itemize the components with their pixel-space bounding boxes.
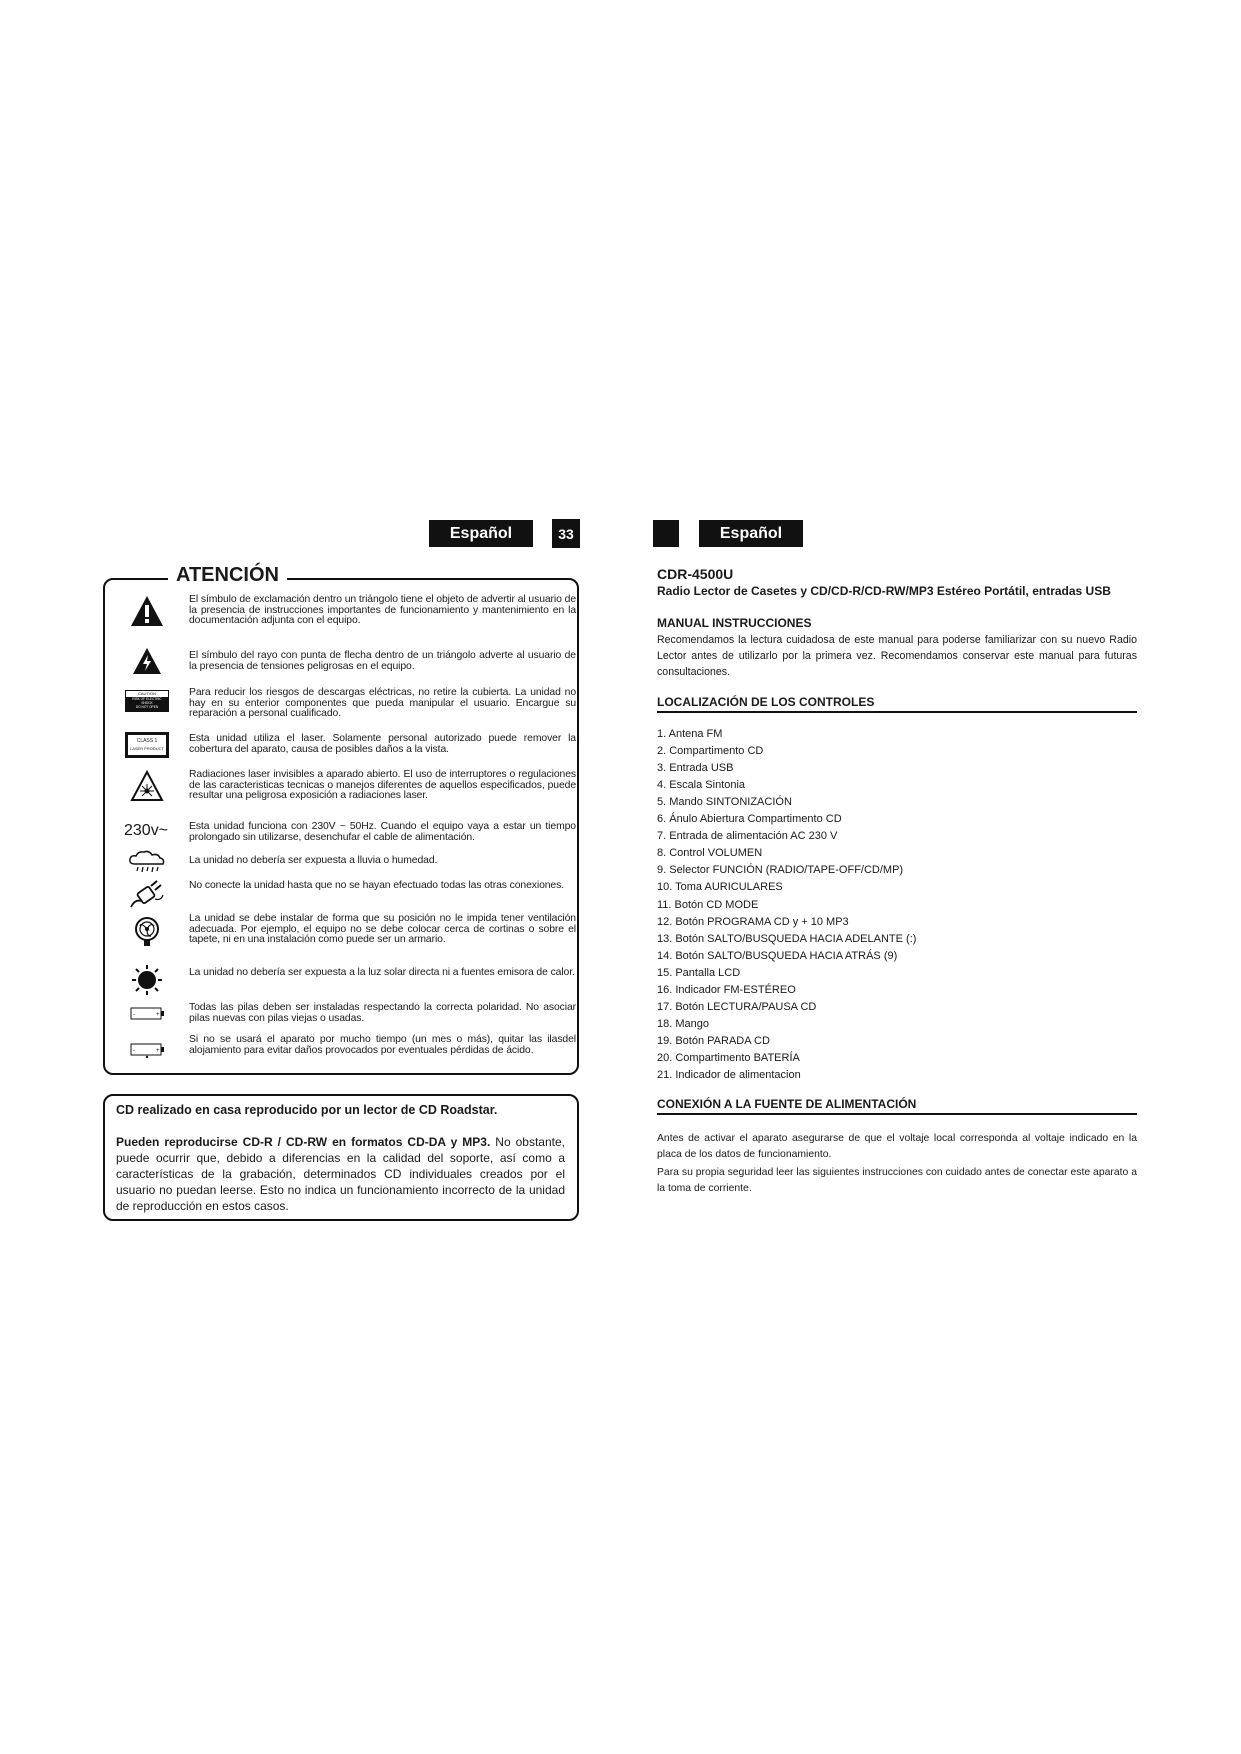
class1-label-line: CLASS 1	[136, 738, 158, 744]
plug-icon	[118, 877, 176, 909]
atencion-item	[118, 688, 576, 722]
control-list-item: 17. Botón LECTURA/PAUSA CD	[657, 1000, 817, 1013]
caution-label-line: DO NOT OPEN	[135, 705, 159, 710]
control-list-item: 10. Toma AURICULARES	[657, 881, 783, 894]
atencion-text: El símbulo de exclamación dentro un triángolo tiene el objeto de advertir al usuario de la presencia de instrucciones importantes de funcionamiento y mantenimiento en la documentación adjunta con el equipo.	[189, 594, 576, 627]
page-number	[552, 519, 580, 548]
ventilation-fan-icon	[118, 916, 176, 948]
atencion-item	[118, 595, 576, 641]
atencion-text: No conecte la unidad hasta que no se hayan efectuado todas las otras conexiones.	[189, 880, 564, 891]
atencion-text: Para reducir los riesgos de descargas eléctricas, no retire la cubierta. La unidad no hay en su enterior componentes que pueda manipular el usuario. Encargue su reparación a personal cualificado.	[189, 687, 576, 720]
exclamation-triangle-icon	[118, 595, 176, 627]
svg-text:+: +	[156, 1048, 160, 1054]
atencion-text: Radiaciones laser invisibles a aparado abierto. El uso de interruptores o regulaciones de las caracteristicas tecnicas o manejos diferentes de aquellos especificados, puede resultar una peligrosa exposición a radiaciones laser.	[189, 769, 576, 802]
model-number: CDR-4500U	[657, 566, 734, 582]
caution-label-icon	[118, 690, 176, 712]
control-list-item: 15. Pantalla LCD	[657, 966, 741, 979]
cd-box-body: No obstante, puede ocurrir que, debido a diferencias en la calidad del soporte, así como a características de la grabación, determinados CD individuales creados por el usuario no puedan leerse. Esto no indica un funcionamiento incorrecto de la unidad de reproducción en estos casos.	[116, 1135, 565, 1213]
control-list-item: 11. Botón CD MODE	[657, 898, 759, 911]
control-list-item: 1. Antena FM	[657, 728, 723, 740]
language-tab-label: Español	[449, 524, 513, 542]
control-list-item: 7. Entrada de alimentación AC 230 V	[657, 830, 838, 843]
cd-box-bold-lead: Pueden reproducirse CD-R / CD-RW en formatos CD-DA y MP3.	[116, 1135, 491, 1149]
atencion-item	[118, 651, 576, 675]
atencion-text: Esta unidad utiliza el laser. Solamente personal autorizado puede remover la cobertura del aparato, causa de posibles daños a la vista.	[189, 733, 576, 755]
black-square-marker	[653, 520, 679, 547]
control-list-item: 5. Mando SINTONIZACIÓN	[657, 796, 792, 809]
power-heading-rule	[657, 1113, 1137, 1115]
atencion-item	[118, 914, 576, 958]
atencion-item	[118, 1003, 576, 1027]
atencion-text: La unidad no debería ser expuesta a la luz solar directa ni a fuentes emisora de calor.	[189, 967, 575, 978]
atencion-text: La unidad se debe instalar de forma que su posición no le impida tener ventilación adecuada. Por ejemplo, el equipo no se debe colocar cerca de cortinas o sobre el tapete, ni en una instalación como puede ser un armario.	[189, 913, 576, 946]
atencion-item	[118, 734, 576, 760]
voltage-label: 230v~	[124, 822, 169, 839]
control-list-item: 2. Compartimento CD	[657, 745, 764, 758]
atencion-item	[118, 770, 576, 814]
atencion-item	[118, 856, 576, 880]
atencion-item	[118, 881, 576, 907]
atencion-text: Si no se usará el aparato por mucho tiempo (un mes o más), quitar las ilasdel alojamiento para evitar daños provocados por eventuales pérdidas de ácido.	[189, 1034, 576, 1056]
sun-icon	[118, 964, 176, 996]
controls-heading-rule	[657, 711, 1137, 713]
voltage-icon	[124, 822, 182, 840]
power-heading: CONEXIÓN A LA FUENTE DE ALIMENTACIÓN	[657, 1097, 917, 1111]
page-number-label: 33	[558, 525, 574, 542]
rain-cloud-icon	[118, 850, 176, 876]
class1-label-line: LASER PRODUCT	[129, 746, 164, 751]
atencion-title: ATENCIÓN	[168, 564, 287, 587]
control-list-item: 20. Compartimento BATERÍA	[657, 1051, 800, 1064]
control-list-item: 19. Botón PARADA CD	[657, 1034, 770, 1047]
control-list-item: 18. Mango	[657, 1017, 709, 1030]
atencion-item	[118, 822, 576, 846]
control-list-item: 6. Ánulo Abiertura Compartimento CD	[657, 813, 842, 826]
control-list-item: 4. Escala Sintonia	[657, 779, 746, 792]
control-list-item: 12. Botón PROGRAMA CD y + 10 MP3	[657, 915, 849, 928]
atencion-text: Esta unidad funciona con 230V ~ 50Hz. Cuando el equipo vaya a estar un tiempo prolongado sin utilizarse, desenchufar el cable de alimentación.	[189, 821, 576, 843]
caution-label-line: RISK OF ELECTRIC	[132, 697, 162, 701]
atencion-item	[118, 1035, 576, 1069]
controls-heading: LOCALIZACIÓN DE LOS CONTROLES	[657, 695, 875, 709]
battery-leak-icon	[118, 1041, 176, 1059]
product-subtitle: Radio Lector de Casetes y CD/CD-R/CD-RW/MP3 Estéreo Portátil, entradas USB	[657, 584, 1111, 598]
cd-box-text	[116, 1134, 565, 1214]
battery-polarity-icon	[118, 1005, 176, 1021]
control-list-item: 13. Botón SALTO/BUSQUEDA HACIA ADELANTE (:)	[657, 932, 917, 945]
svg-text:+: +	[156, 1012, 160, 1018]
atencion-text: La unidad no debería ser expuesta a lluvia o humedad.	[189, 855, 438, 866]
control-list-item: 3. Entrada USB	[657, 762, 734, 775]
control-list-item: 16. Indicador FM-ESTÉREO	[657, 983, 796, 996]
language-tab-left	[429, 520, 533, 547]
atencion-text: El símbulo del rayo con punta de flecha dentro de un triángolo adverte al usuario de la presencia de tensiones peligrosas en el equipo.	[189, 650, 576, 672]
caution-label-line: CAUTION	[138, 691, 156, 696]
atencion-text: Todas las pilas deben ser instaladas respectando la correcta polaridad. No asociar pilas nuevas con pilas viejas o usadas.	[189, 1002, 576, 1024]
control-list-item: 8. Control VOLUMEN	[657, 847, 763, 860]
caution-label-line: SHOCK	[141, 701, 153, 706]
laser-radiation-icon	[118, 770, 176, 802]
control-list-item: 14. Botón SALTO/BUSQUEDA HACIA ATRÁS (9)	[657, 949, 898, 962]
language-tab-right	[699, 520, 803, 547]
cd-box-title: CD realizado en casa reproducido por un lector de CD Roadstar.	[116, 1103, 498, 1117]
power-text-1: Antes de activar el aparato asegurarse de que el voltaje local corresponda al voltaje indicado en la placa de los datos de funcionamiento.	[657, 1133, 1137, 1160]
svg-text:-: -	[133, 1048, 135, 1054]
manual-heading: MANUAL INSTRUCCIONES	[657, 616, 812, 630]
language-tab-label: Español	[719, 524, 783, 542]
atencion-item	[118, 968, 576, 994]
lightning-triangle-icon	[118, 647, 176, 675]
svg-text:-: -	[133, 1012, 135, 1018]
power-text-2: Para su propia seguridad leer las siguientes instrucciones con cuidado antes de conectar este aparato a la toma de corriente.	[657, 1167, 1137, 1194]
class1-laser-label-icon	[118, 732, 176, 758]
control-list-item: 21. Indicador de alimentacion	[657, 1069, 801, 1081]
manual-text: Recomendamos la lectura cuidadosa de este manual para poderse familiarizar con su nuevo Radio Lector antes de utilizarlo por la primera vez. Recomendamos conservar este manual para futuras consultaciones.	[657, 634, 1137, 678]
control-list-item: 9. Selector FUNCIÓN (RADIO/TAPE-OFF/CD/MP)	[657, 864, 904, 877]
